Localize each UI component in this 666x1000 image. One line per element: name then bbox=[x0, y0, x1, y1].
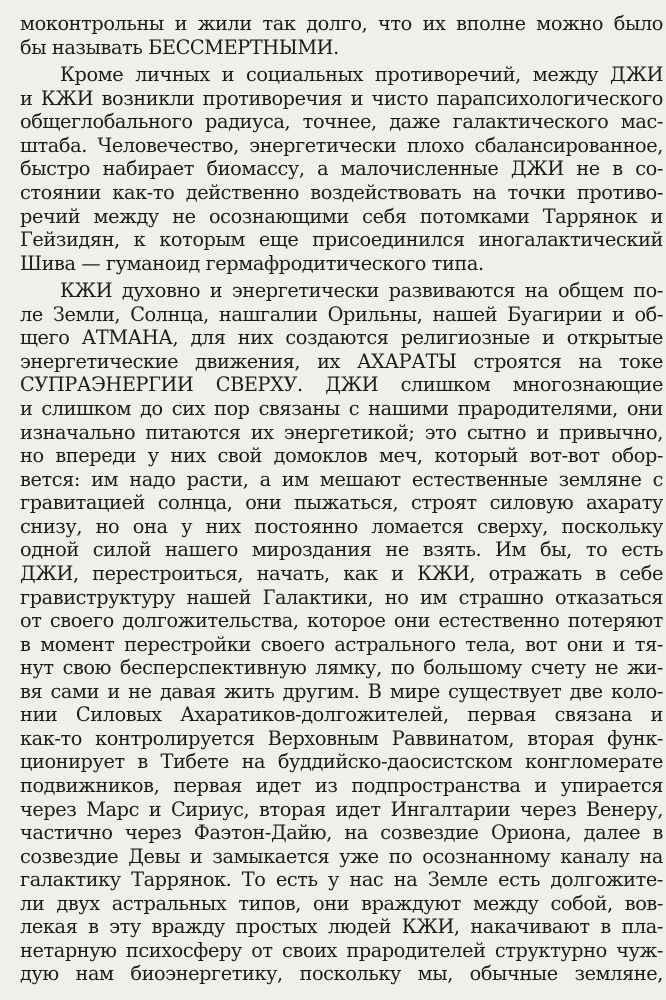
text-line: гравиструктуру нашей Галактики, но им страшно отказаться bbox=[20, 585, 663, 609]
text-line: КЖИ духовно и энергетически развиваются на общем по- bbox=[60, 279, 663, 303]
text-line: общеглобального радиуса, точнее, даже галактического мас- bbox=[20, 110, 663, 134]
text-line: ли двух астральных типов, они враждуют между собой, вов- bbox=[20, 891, 663, 915]
text-line: моконтрольны и жили так долго, что их вполне можно было bbox=[20, 12, 663, 35]
text-line: в момент перестройки своего астрального тела, вот они и тя- bbox=[20, 632, 663, 656]
text-line: ДЖИ, перестроиться, начать, как и КЖИ, отражать в себе bbox=[20, 561, 663, 585]
text-line: созвездие Девы и замыкается уже по осознанному каналу на bbox=[20, 844, 663, 868]
text-line: речий между не осознающими себя потомками Таррянок и bbox=[20, 204, 663, 228]
text-line: бы называть БЕССМЕРТНЫМИ. bbox=[20, 35, 339, 59]
text-line: стоянии как-то действенно воздействовать на точки противо- bbox=[20, 180, 663, 204]
text-line: дую нам биоэнергетику, поскольку мы, обычные земляне, bbox=[20, 962, 663, 986]
text-line: энергетические движения, их АХАРАТЫ строятся на токе bbox=[20, 349, 663, 373]
text-line: СУПРАЭНЕРГИИ СВЕРХУ. ДЖИ слишком многознающие bbox=[20, 373, 663, 397]
text-line: Кроме личных и социальных противоречий, между ДЖИ bbox=[60, 63, 663, 87]
text-line: Шива — гуманоид гермафродитического типа. bbox=[20, 251, 484, 275]
text-line: как-то контролируется Верховным Раввинатом, вторая функ- bbox=[20, 726, 663, 750]
text-line: но впереди у них свой домоклов меч, который вот-вот обор- bbox=[20, 444, 663, 468]
text-line: вя сами и не давая жить другим. В мире существует две коло- bbox=[20, 679, 663, 703]
text-line: гравитацией солнца, они пыжаться, строят силовую ахарату bbox=[20, 491, 663, 515]
text-line: нии Силовых Ахаратиков-долгожителей, первая связана и bbox=[20, 703, 663, 727]
text-line: от своего долгожительства, которое они естественно потеряют bbox=[20, 609, 663, 632]
text-line: снизу, но она у них постоянно ломается сверху, поскольку bbox=[20, 514, 663, 538]
text-line: Гейзидян, к которым еще присоединился иногалактический bbox=[20, 228, 663, 251]
text-line: щего АТМАНА, для них создаются религиозные и открытые bbox=[20, 326, 663, 350]
text-line: и КЖИ возникли противоречия и чисто парапсихологического bbox=[20, 86, 663, 110]
text-line: ле Земли, Солнца, нашгалии Орильны, нашей Буагирии и об- bbox=[20, 302, 663, 326]
text-line: одной силой нашего мироздания не взять. Им бы, то есть bbox=[20, 538, 663, 562]
text-line: и слишком до сих пор связаны с нашими прародителями, они bbox=[20, 397, 663, 420]
text-line: частично через Фаэтон-Дайю, на созвездие Ориона, далее в bbox=[20, 821, 663, 845]
text-line: штаба. Человечество, энергетически плохо сбалансированное, bbox=[20, 133, 663, 157]
text-line: быстро набирает биомассу, а малочисленные ДЖИ не в со- bbox=[20, 157, 663, 181]
text-line: через Марс и Сириус, вторая идет Ингалтарии через Венеру, bbox=[20, 797, 663, 821]
text-line: нут свою бесперспективную лямку, по большому счету не жи- bbox=[20, 656, 663, 680]
text-line: вется: им надо расти, а им мешают естественные земляне с bbox=[20, 467, 663, 491]
text-line: изначально питаются их энергетикой; это сытно и привычно, bbox=[20, 420, 663, 444]
text-line: галактику Таррянок. То есть у нас на Земле есть долгожите- bbox=[20, 868, 663, 892]
text-line: нетарную психосферу от своих прародителей структурно чуж- bbox=[20, 938, 663, 962]
text-line: ционирует в Тибете на буддийско-даосистском конгломерате bbox=[20, 750, 663, 774]
text-line: лекая в эту вражду простых людей КЖИ, накачивают в пла- bbox=[20, 915, 663, 939]
text-line: подвижников, первая идет из подпространства и упирается bbox=[20, 774, 663, 797]
